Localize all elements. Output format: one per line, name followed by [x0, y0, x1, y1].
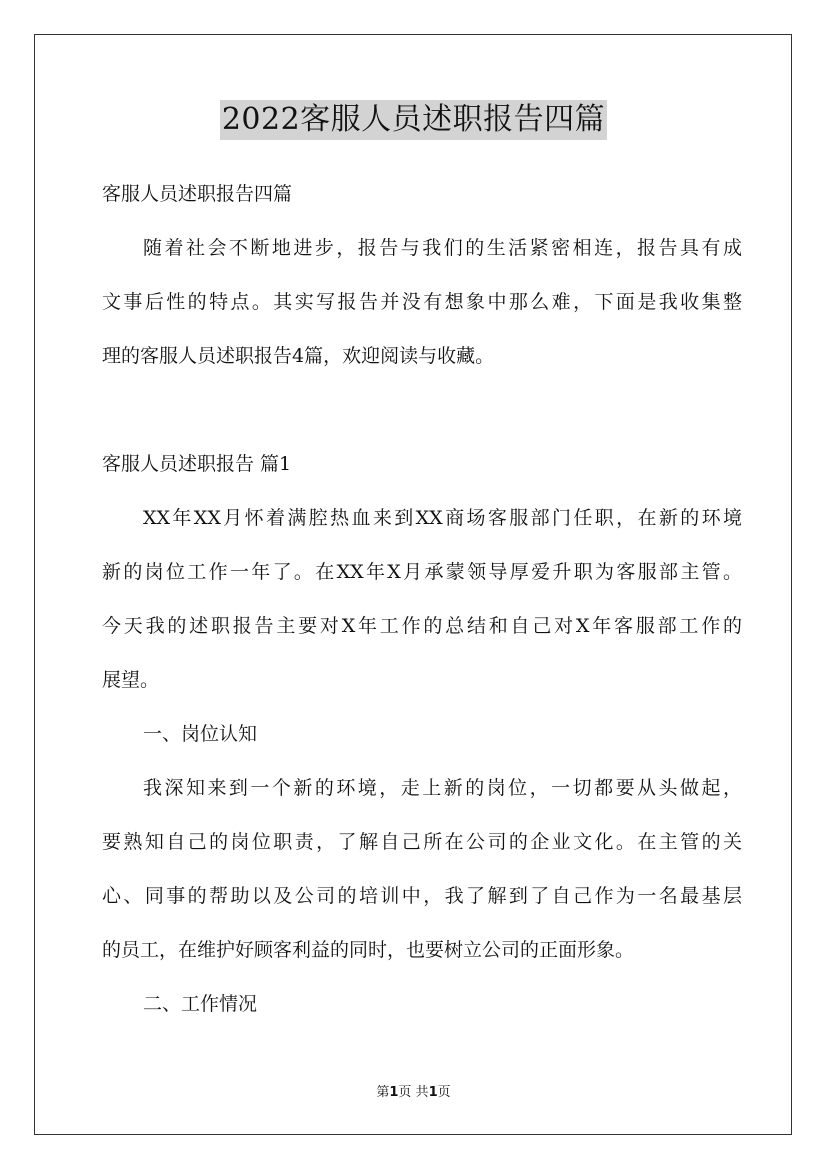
- title-container: [0, 100, 827, 140]
- paragraph1-line-4: 展望。: [102, 669, 160, 691]
- page-footer: [0, 1084, 827, 1102]
- intro-line-2: 文事后性的特点。其实写报告并没有想象中那么难，下面是我收集整: [102, 291, 742, 313]
- section-heading: 客服人员述职报告 篇1: [102, 453, 292, 475]
- footer-suffix: 页: [437, 1085, 451, 1100]
- footer-prefix: 第: [376, 1085, 390, 1100]
- document-subtitle: 客服人员述职报告四篇: [102, 183, 293, 205]
- paragraph2-line-1: 我深知来到一个新的环境，走上新的岗位，一切都要从头做起，: [143, 777, 742, 799]
- subheading-2: 二、工作情况: [143, 993, 258, 1015]
- footer-mid: 页 共: [398, 1085, 429, 1100]
- paragraph2-line-3: 心、同事的帮助以及公司的培训中，我了解到了自己作为一名最基层: [102, 885, 742, 907]
- paragraph1-line-3: 今天我的述职报告主要对X年工作的总结和自己对X年客服部工作的: [102, 615, 742, 637]
- document-title: 2022客服人员述职报告四篇: [220, 100, 607, 140]
- paragraph2-line-2: 要熟知自己的岗位职责，了解自己所在公司的企业文化。在主管的关: [102, 831, 742, 853]
- paragraph1-line-1: XX年XX月怀着满腔热血来到XX商场客服部门任职，在新的环境: [143, 507, 742, 529]
- subheading-1: 一、岗位认知: [143, 723, 258, 745]
- footer-total-pages: 1: [428, 1085, 438, 1100]
- paragraph2-line-4: 的员工，在维护好顾客利益的同时，也要树立公司的正面形象。: [102, 939, 635, 961]
- intro-line-3: 理的客服人员述职报告4篇，欢迎阅读与收藏。: [102, 345, 495, 367]
- paragraph1-line-2: 新的岗位工作一年了。在XX年X月承蒙领导厚爱升职为客服部主管。: [102, 561, 742, 583]
- footer-current-page: 1: [389, 1085, 399, 1100]
- intro-line-1: 随着社会不断地进步，报告与我们的生活紧密相连，报告具有成: [143, 237, 742, 259]
